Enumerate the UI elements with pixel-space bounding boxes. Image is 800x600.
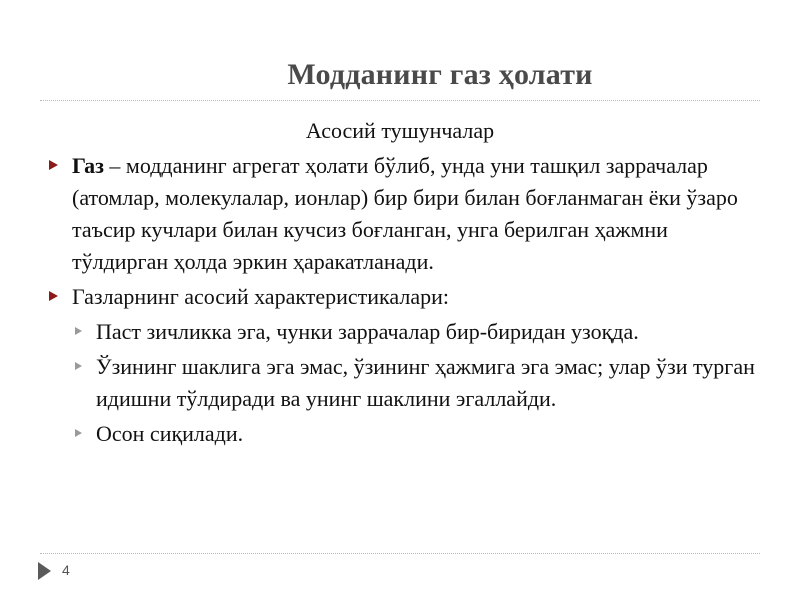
- bullet-item-definition: [45, 150, 755, 278]
- bullet-text: Газларнинг асосий характеристикалари:: [72, 284, 449, 309]
- bullet-text: – модданинг агрегат ҳолати бўлиб, унда уни ташқил заррачалар (атомлар, молекулалар, ионлар) бир бири билан боғланмаган ёки ўзаро таъсир кучлари билан кучсиз боғланган, унга берилган ҳажмни тўлдирган ҳолда эркин ҳаракатланади.: [72, 153, 738, 274]
- sub-bullet-item: [45, 316, 755, 348]
- sub-bullet-item: [45, 418, 755, 450]
- triangle-bullet-icon: [75, 327, 82, 335]
- sub-bullet-text: Паст зичликка эга, чунки заррачалар бир-биридан узоқда.: [96, 319, 639, 344]
- bullet-term: Газ: [72, 153, 104, 178]
- slide-subtitle: Асосий тушунчалар: [305, 118, 495, 143]
- bullet-item-characteristics: [45, 281, 755, 313]
- triangle-bullet-icon: [75, 362, 82, 370]
- sub-bullet-item: [45, 351, 755, 415]
- page-number: 4: [62, 562, 70, 578]
- title-divider: [40, 100, 760, 101]
- triangle-arrow-icon: [38, 562, 51, 580]
- bullet-list: [45, 150, 755, 453]
- slide-title: Модданинг газ ҳолати: [287, 58, 593, 91]
- sub-bullet-text: Ўзининг шаклига эга эмас, ўзининг ҳажмига эга эмас; улар ўзи турган идишни тўлдиради ва унинг шаклини эгаллайди.: [96, 354, 755, 411]
- triangle-bullet-icon: [49, 160, 58, 170]
- sub-bullet-text: Осон сиқилади.: [96, 421, 244, 446]
- triangle-bullet-icon: [49, 291, 58, 301]
- triangle-bullet-icon: [75, 429, 82, 437]
- footer-divider: [40, 553, 760, 554]
